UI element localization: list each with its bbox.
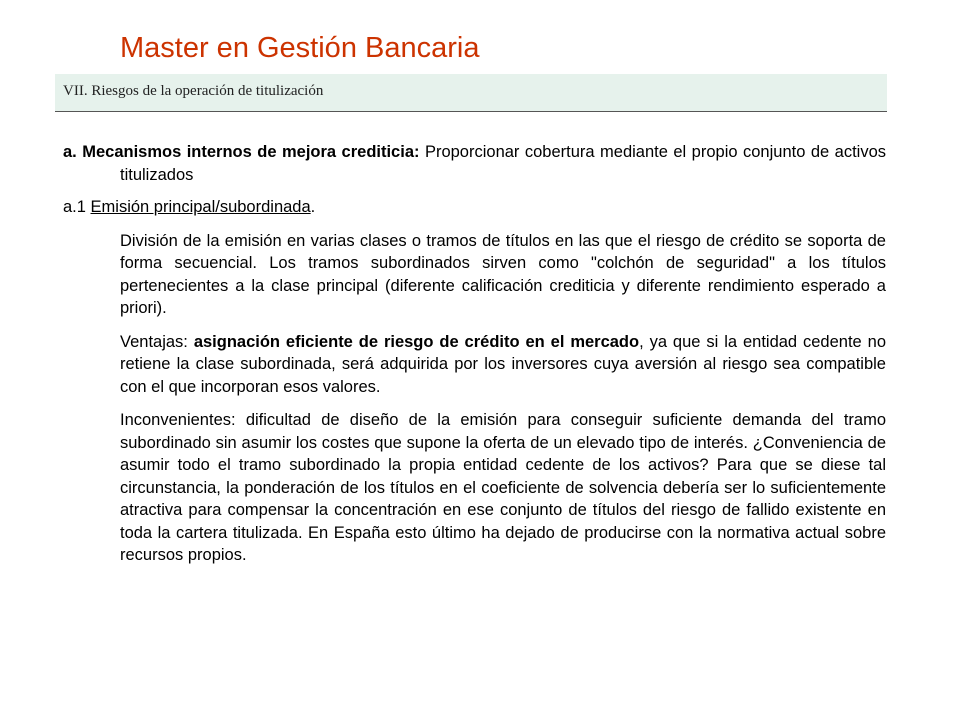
- ventajas-bold: asignación eficiente de riesgo de crédito en el mercado: [193, 332, 640, 351]
- point-a-text: Proporcionar cobertura mediante el propio conjunto de activos titulizados: [120, 143, 886, 184]
- ventajas-label: Ventajas:: [120, 332, 194, 351]
- inconvenientes-paragraph: Inconvenientes: dificultad de diseño de la emisión para conseguir suficiente demanda del tramo subordinado sin asumir los costes que supone la oferta de un elevado tipo de interés. ¿Conveniencia de asumir todo el tramo subordinado la propia entidad cedente de los activos? Para que se diese tal circunstancia, la ponderación de los títulos en el coeficiente de solvencia debería ser lo suficientemente atractiva para compensar la concentración en ese conjunto de títulos del riesgo de fallido existente en toda la cartera titulizada. En España esto último ha dejado de producirse con la normativa actual sobre recursos propios.: [120, 411, 886, 564]
- ventajas-text: , ya que si la entidad cedente no retiene la clase subordinada, será adquirida por los inversores cuya aversión al riesgo sea compatible con el que incorporan esos valores.: [120, 332, 886, 396]
- point-a1-prefix: a.1: [63, 198, 91, 216]
- point-a-heading: a. Mecanismos internos de mejora crediticia:: [63, 143, 420, 161]
- point-a1-paragraph: [63, 196, 886, 219]
- slide-title: Master en Gestión Bancaria: [120, 32, 480, 64]
- section-header-label: VII. Riesgos de la operación de titulización: [63, 83, 324, 99]
- ventajas-paragraph: [120, 331, 886, 399]
- point-a1-suffix: .: [310, 198, 316, 216]
- point-a1-link[interactable]: Emisión principal/subordinada: [90, 198, 311, 216]
- description-paragraph: División de la emisión en varias clases o tramos de títulos en las que el riesgo de crédito se soporta de forma secuencial. Los tramos subordinados sirven como "colchón de seguridad" a los títulos pertenecientes a la clase principal (diferente calificación crediticia y diferente rendimiento esperado a priori).: [120, 231, 886, 317]
- point-a-paragraph: [63, 141, 886, 186]
- slide-body: [63, 141, 886, 578]
- section-header-bar: [55, 74, 887, 112]
